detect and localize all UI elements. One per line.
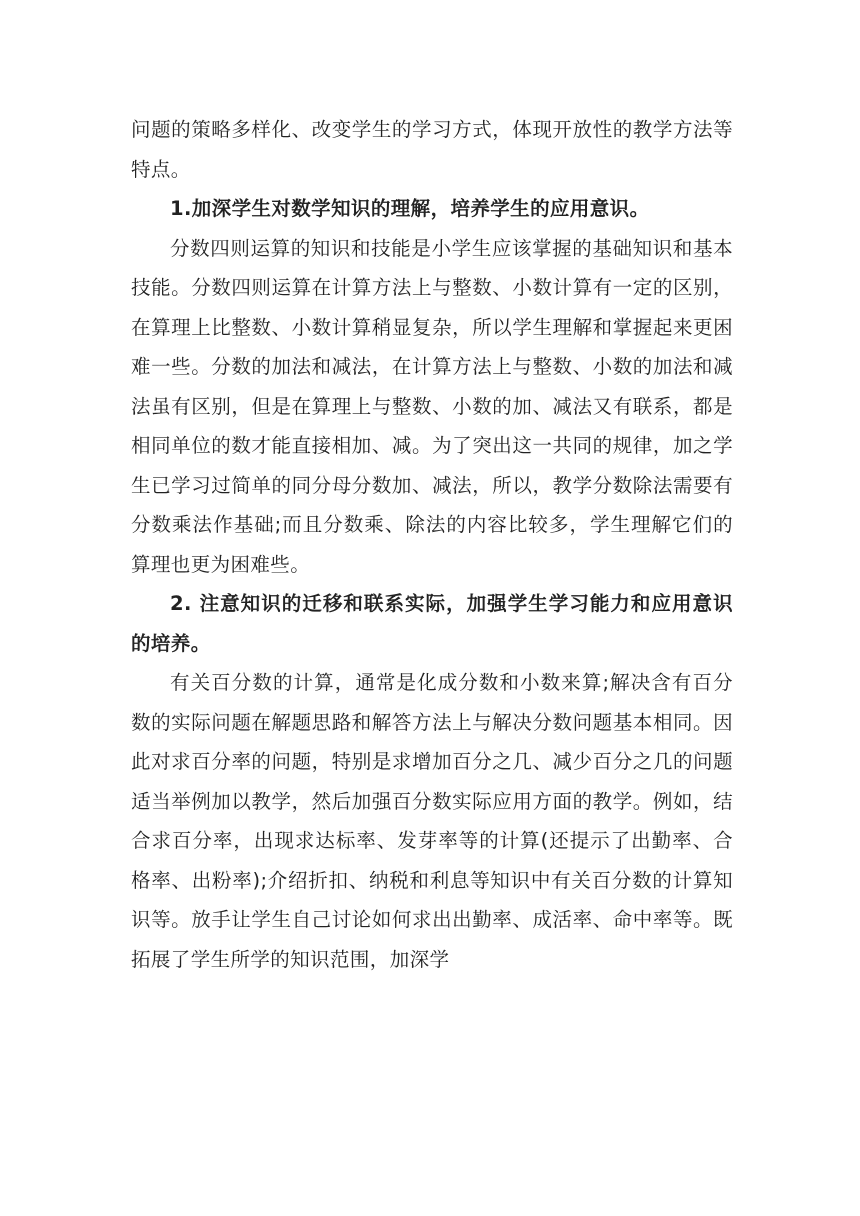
document-body — [131, 110, 733, 979]
paragraph-percentages: 有关百分数的计算，通常是化成分数和小数来算;解决含有百分数的实际问题在解题思路和解答方法上与解决分数问题基本相同。因此对求百分率的问题，特别是求增加百分之几、减少百分之几的问题适当举例加以教学，然后加强百分数实际应用方面的教学。例如，结合求百分率，出现求达标率、发芽率等的计算(还提示了出勤率、合格率、出粉率);介绍折扣、纳税和利息等知识中有关百分数的计算知识等。放手让学生自己讨论如何求出出勤率、成活率、命中率等。既拓展了学生所学的知识范围，加深学 — [131, 671, 733, 971]
paragraph-fractions: 分数四则运算的知识和技能是小学生应该掌握的基础知识和基本技能。分数四则运算在计算方法上与整数、小数计算有一定的区别，在算理上比整数、小数计算稍显复杂，所以学生理解和掌握起来更困难一些。分数的加法和减法，在计算方法上与整数、小数的加法和减法虽有区别，但是在算理上与整数、小数的加、减法又有联系，都是相同单位的数才能直接相加、减。为了突出这一共同的规律，加之学生已学习过简单的同分母分数加、减法，所以，教学分数除法需要有分数乘法作基础;而且分数乘、除法的内容比较多，学生理解它们的算理也更为困难些。 — [131, 236, 733, 576]
section-heading-1: 1.加深学生对数学知识的理解，培养学生的应用意识。 — [170, 197, 650, 220]
paragraph-continued: 问题的策略多样化、改变学生的学习方式，体现开放性的教学方法等特点。 — [131, 118, 733, 181]
section-heading-2: 2. 注意知识的迁移和联系实际，加强学生学习能力和应用意识的培养。 — [131, 592, 733, 655]
